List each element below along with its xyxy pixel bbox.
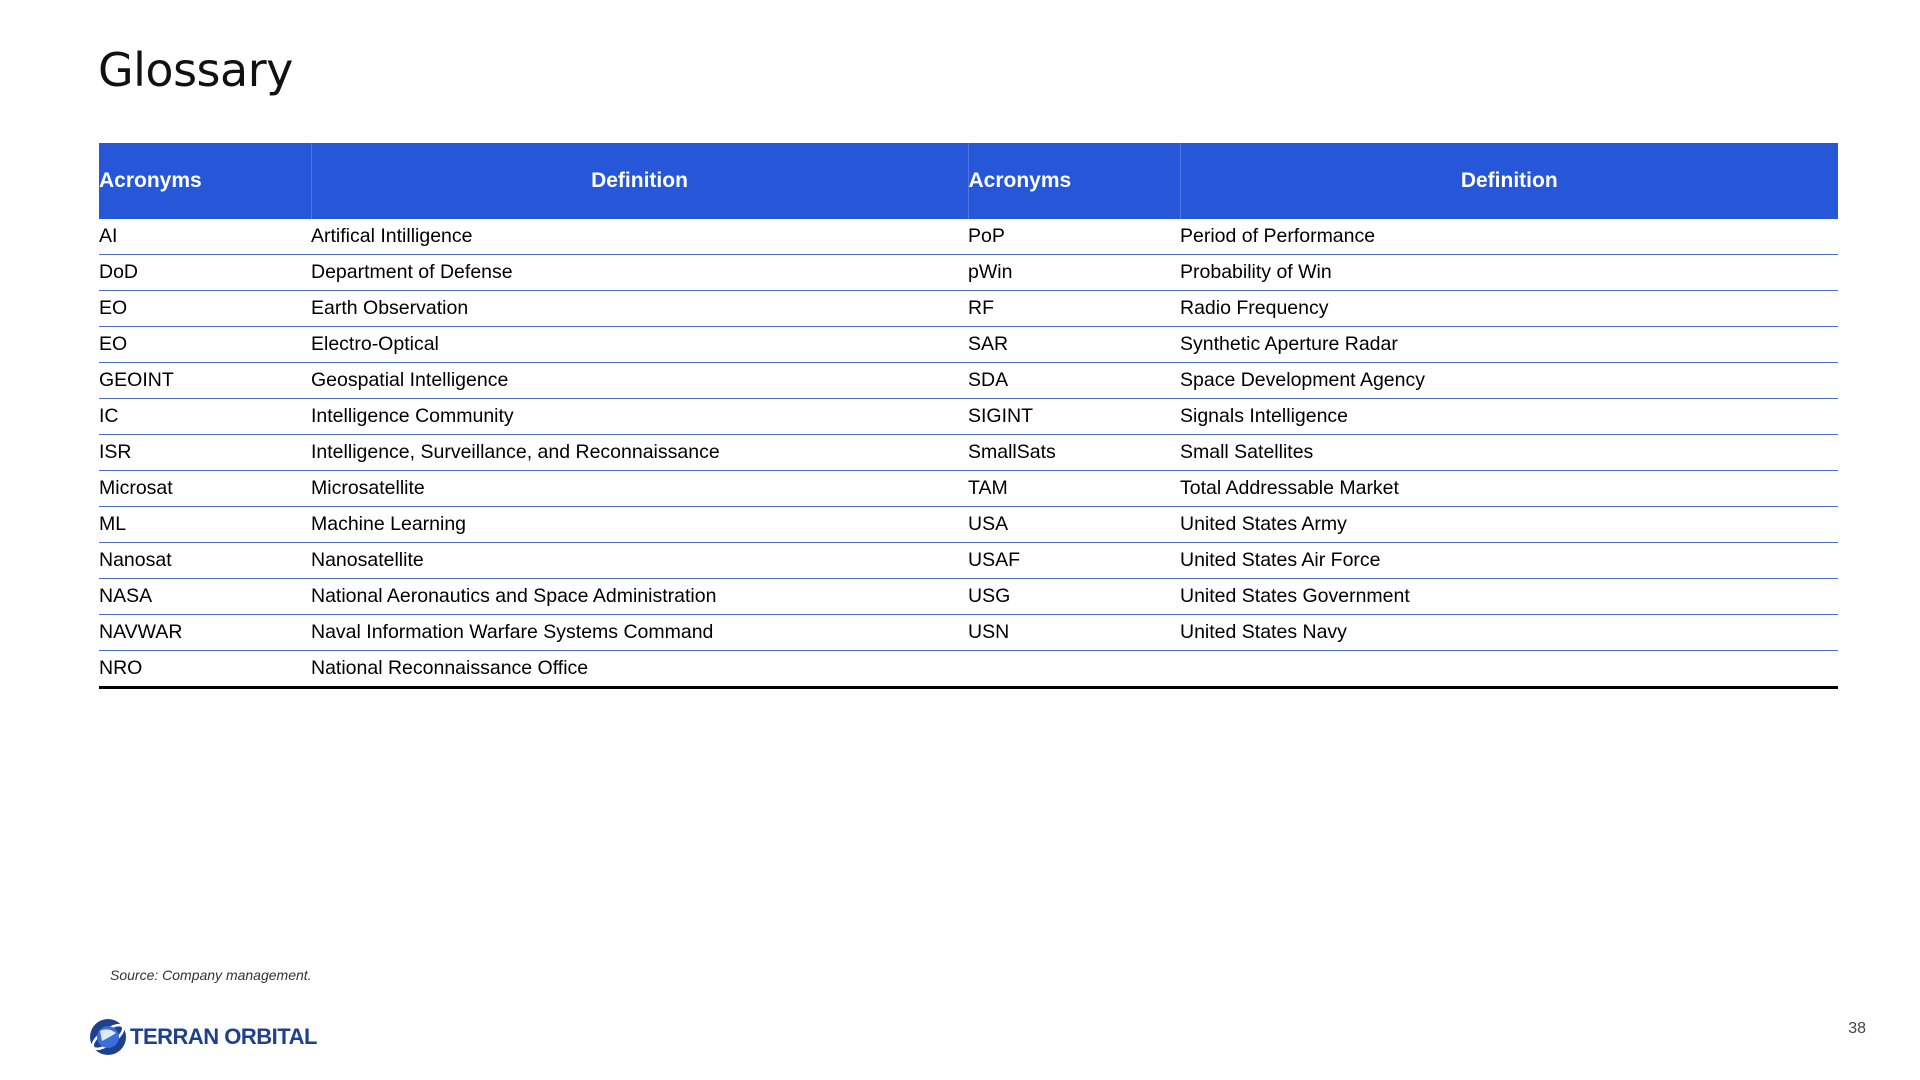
cell-acronym-right <box>968 651 1180 688</box>
cell-definition-left: Naval Information Warfare Systems Command <box>311 615 968 651</box>
table-row <box>99 327 1838 363</box>
cell-acronym-left: Nanosat <box>99 543 311 579</box>
cell-definition-left: Machine Learning <box>311 507 968 543</box>
source-note: Source: Company management. <box>110 967 312 983</box>
table-row <box>99 399 1838 435</box>
header-acronyms-left: Acronyms <box>99 143 311 219</box>
header-row <box>99 143 1838 219</box>
cell-definition-right: United States Air Force <box>1180 543 1838 579</box>
cell-acronym-right: USN <box>968 615 1180 651</box>
glossary-table <box>99 143 1838 689</box>
page-title: Glossary <box>98 43 293 97</box>
table-row <box>99 255 1838 291</box>
cell-acronym-right: SIGINT <box>968 399 1180 435</box>
cell-definition-left: Electro-Optical <box>311 327 968 363</box>
terran-orbital-logo-icon <box>88 1017 128 1057</box>
cell-acronym-right: SmallSats <box>968 435 1180 471</box>
page-number: 38 <box>1848 1020 1866 1037</box>
cell-definition-left: Artifical Intilligence <box>311 219 968 255</box>
cell-acronym-left: GEOINT <box>99 363 311 399</box>
cell-acronym-left: Microsat <box>99 471 311 507</box>
cell-acronym-left: AI <box>99 219 311 255</box>
cell-acronym-right: USG <box>968 579 1180 615</box>
cell-definition-left: Earth Observation <box>311 291 968 327</box>
table-header <box>99 143 1838 219</box>
table-body <box>99 219 1838 688</box>
cell-acronym-right: TAM <box>968 471 1180 507</box>
header-definition-left: Definition <box>311 143 968 219</box>
table-row <box>99 219 1838 255</box>
cell-acronym-right: USAF <box>968 543 1180 579</box>
cell-definition-left: Nanosatellite <box>311 543 968 579</box>
cell-acronym-left: ISR <box>99 435 311 471</box>
cell-definition-right: Signals Intelligence <box>1180 399 1838 435</box>
cell-definition-left: Microsatellite <box>311 471 968 507</box>
cell-definition-right: Total Addressable Market <box>1180 471 1838 507</box>
cell-acronym-left: EO <box>99 291 311 327</box>
cell-acronym-left: NRO <box>99 651 311 688</box>
cell-acronym-right: pWin <box>968 255 1180 291</box>
cell-definition-right: United States Navy <box>1180 615 1838 651</box>
company-logo <box>88 1015 317 1059</box>
cell-acronym-right: SDA <box>968 363 1180 399</box>
cell-definition-right: Small Satellites <box>1180 435 1838 471</box>
cell-definition-right: Synthetic Aperture Radar <box>1180 327 1838 363</box>
cell-definition-left: National Aeronautics and Space Administration <box>311 579 968 615</box>
cell-definition-right: United States Army <box>1180 507 1838 543</box>
cell-definition-right: United States Government <box>1180 579 1838 615</box>
cell-acronym-left: NAVWAR <box>99 615 311 651</box>
cell-definition-left: National Reconnaissance Office <box>311 651 968 688</box>
cell-definition-left: Geospatial Intelligence <box>311 363 968 399</box>
cell-acronym-left: NASA <box>99 579 311 615</box>
header-definition-right: Definition <box>1180 143 1838 219</box>
table-row <box>99 579 1838 615</box>
cell-definition-right: Probability of Win <box>1180 255 1838 291</box>
table-row <box>99 363 1838 399</box>
cell-acronym-right: PoP <box>968 219 1180 255</box>
cell-acronym-left: EO <box>99 327 311 363</box>
table-row <box>99 435 1838 471</box>
cell-definition-right: Period of Performance <box>1180 219 1838 255</box>
logo-text: TERRAN ORBITAL <box>130 1024 317 1049</box>
cell-definition-right: Space Development Agency <box>1180 363 1838 399</box>
table-row <box>99 471 1838 507</box>
cell-acronym-left: IC <box>99 399 311 435</box>
cell-definition-left: Intelligence Community <box>311 399 968 435</box>
cell-acronym-right: RF <box>968 291 1180 327</box>
cell-definition-right <box>1180 651 1838 688</box>
table-row <box>99 507 1838 543</box>
cell-definition-left: Intelligence, Surveillance, and Reconnaissance <box>311 435 968 471</box>
table-row <box>99 615 1838 651</box>
table-row <box>99 291 1838 327</box>
cell-acronym-right: USA <box>968 507 1180 543</box>
cell-acronym-left: ML <box>99 507 311 543</box>
header-acronyms-right: Acronyms <box>968 143 1180 219</box>
cell-definition-left: Department of Defense <box>311 255 968 291</box>
cell-acronym-right: SAR <box>968 327 1180 363</box>
cell-acronym-left: DoD <box>99 255 311 291</box>
cell-definition-right: Radio Frequency <box>1180 291 1838 327</box>
table-row <box>99 651 1838 688</box>
table-row <box>99 543 1838 579</box>
